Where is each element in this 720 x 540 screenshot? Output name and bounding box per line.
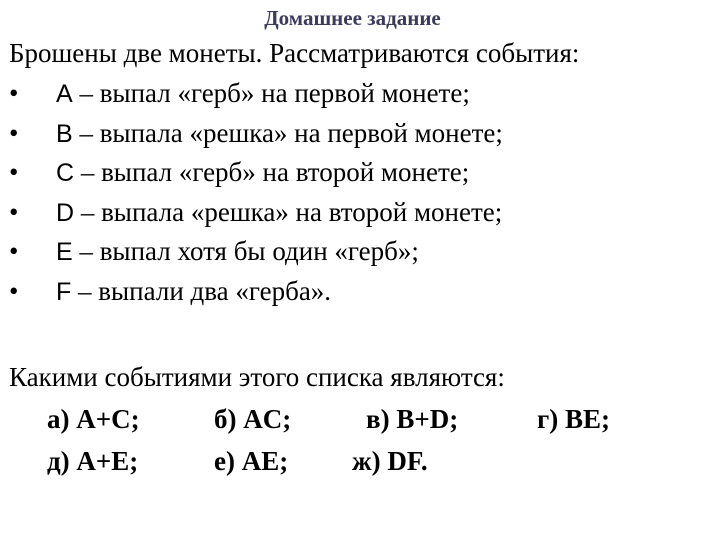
option-e: е) AE;	[214, 446, 289, 476]
event-description: – выпал «герб» на второй монете;	[74, 157, 470, 188]
event-letter: F	[56, 277, 72, 306]
event-letter: E	[56, 238, 73, 267]
problem-intro: Брошены две монеты. Рассматриваются события:	[9, 38, 580, 68]
question-text: Какими событиями этого списка являются:	[9, 362, 505, 392]
bullet-icon: •	[9, 196, 19, 227]
bullet-icon: •	[9, 275, 19, 306]
option-d: д) A+E;	[47, 446, 139, 476]
event-letter: D	[56, 198, 75, 227]
event-letter: C	[56, 159, 75, 188]
bullet-icon: •	[9, 236, 19, 267]
event-letter: A	[56, 80, 73, 108]
event-text	[56, 157, 469, 188]
slide-title: Домашнее задание	[264, 6, 441, 30]
option-g: г) BE;	[537, 404, 611, 434]
bullet-icon: •	[9, 78, 19, 108]
event-description: – выпал хотя бы один «герб»;	[72, 236, 419, 267]
event-text	[56, 276, 331, 307]
event-description: – выпала «решка» на первой монете;	[72, 117, 503, 148]
option-a: а) A+C;	[47, 404, 140, 434]
event-text	[56, 78, 470, 109]
event-description: – выпал «герб» на первой монете;	[72, 78, 470, 108]
event-text	[56, 118, 503, 149]
option-zh: ж) DF.	[352, 446, 428, 476]
bullet-icon: •	[9, 157, 19, 188]
option-v: в) B+D;	[366, 404, 459, 434]
event-description: – выпала «решка» на второй монете;	[74, 196, 503, 227]
option-b: б) AC;	[214, 404, 292, 434]
event-letter: B	[56, 119, 73, 148]
event-text	[56, 197, 502, 228]
event-description: – выпали два «герба».	[71, 275, 332, 306]
bullet-icon: •	[9, 117, 19, 148]
event-text	[56, 236, 419, 267]
